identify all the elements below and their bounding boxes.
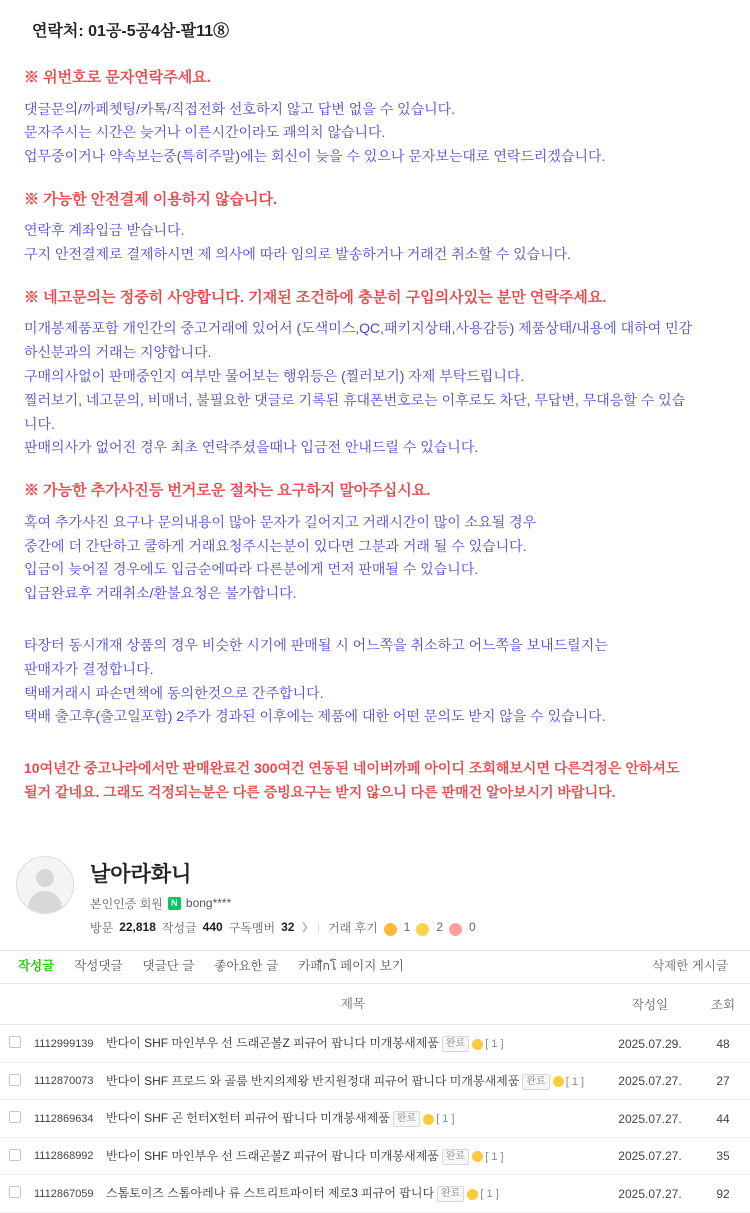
row-comment-count: [ 1 ] bbox=[565, 1075, 585, 1088]
row-views: 35 bbox=[696, 1137, 750, 1175]
notice-line: 타장터 동시개재 상품의 경우 비슷한 시기에 판매될 시 어느쪽을 취소하고 어느쪽을 보내드릴지는 bbox=[24, 636, 608, 653]
chevron-right-icon[interactable]: ❯ bbox=[300, 921, 309, 933]
notice-final-line: 될거 같네요. 그래도 걱정되는분은 다른 증빙요구는 받지 않으니 다른 판매건 알아보시기 바랍니다. bbox=[24, 783, 616, 800]
notice-heading: ※ 가능한 안전결제 이용하지 않습니다. bbox=[24, 190, 278, 208]
contact-line: 연락처: 01공-5공4삼-팔11⑧ bbox=[32, 23, 230, 40]
row-checkbox-cell[interactable] bbox=[0, 1137, 30, 1175]
posts-label: 작성글 bbox=[161, 920, 197, 935]
notice-line: 니다. bbox=[24, 415, 55, 432]
avatar[interactable] bbox=[16, 856, 74, 914]
happy-face-icon bbox=[384, 923, 397, 936]
review-label: 거래 후기 bbox=[327, 920, 378, 935]
subscribers-value: 32 bbox=[281, 920, 295, 935]
avatar-head-shape bbox=[36, 869, 54, 887]
row-checkbox[interactable] bbox=[9, 1149, 21, 1161]
row-date: 2025.07.27. bbox=[604, 1175, 696, 1213]
verify-label: 본인인증 회원 bbox=[90, 896, 163, 911]
profile-stats-row bbox=[90, 919, 726, 936]
notice-heading: ※ 네고문의는 정중히 사양합니다. 기재된 조건하에 충분히 구입의사있는 분만 연락주세요. bbox=[24, 288, 607, 306]
row-date: 2025.07.29. bbox=[604, 1025, 696, 1063]
notice-line: 혹여 추가사진 요구나 문의내용이 많아 문자가 길어지고 거래시간이 많이 소요될 경우 bbox=[24, 513, 537, 530]
review-soso-count: 2 bbox=[436, 920, 444, 935]
row-id: 1112870073 bbox=[30, 1062, 102, 1100]
avatar-body-shape bbox=[28, 891, 62, 913]
notice-line: 구매의사없이 판매중인지 여부만 물어보는 행위등은 (찔러보기) 자제 부탁드립니다. bbox=[24, 368, 525, 385]
tab-liked-posts[interactable]: 좋아요한 글 bbox=[214, 959, 279, 974]
notice-line: 구지 안전결제로 결제하시면 제 의사에 따라 임의로 발송하거나 거래건 취소할 수 있습니다. bbox=[24, 246, 572, 263]
header-views: 조회 bbox=[696, 984, 750, 1025]
notice-line: 하신분과의 거래는 지양합니다. bbox=[24, 344, 212, 361]
row-title[interactable]: 반다이 SHF 곤 헌터X헌터 피규어 팝니다 미개봉새제품 bbox=[106, 1111, 390, 1126]
notice-line: 판매의사가 없어진 경우 최초 연락주셨을때나 입금전 안내드릴 수 있습니다. bbox=[24, 439, 479, 456]
profile-verify-row bbox=[90, 895, 726, 912]
notice-line: 문자주시는 시간은 늦거나 이른시간이라도 괘의치 않습니다. bbox=[24, 124, 386, 141]
visits-label: 방문 bbox=[90, 920, 114, 935]
row-checkbox-cell[interactable] bbox=[0, 1062, 30, 1100]
row-title[interactable]: 스톰토이즈 스톰아레나 류 스트리트파이터 제로3 피규어 팝니다 bbox=[106, 1186, 435, 1201]
profile-section bbox=[0, 829, 750, 950]
notice-line: 연락후 계좌입금 받습니다. bbox=[24, 222, 185, 239]
notice-block-3 bbox=[24, 287, 726, 460]
header-id-cell bbox=[30, 984, 102, 1025]
profile-nickname: 날아라화니 bbox=[90, 862, 192, 886]
notice-final-block bbox=[24, 757, 726, 805]
comment-face-icon bbox=[472, 1151, 483, 1162]
subscribers-label: 구독멤버 bbox=[228, 920, 276, 935]
header-date: 작성일 bbox=[604, 984, 696, 1025]
table-row[interactable] bbox=[0, 1100, 750, 1138]
table-header-row bbox=[0, 984, 750, 1025]
row-views: 27 bbox=[696, 1062, 750, 1100]
row-title-cell[interactable] bbox=[102, 1100, 604, 1138]
tab-cafe-page[interactable]: 카페ักโ 페이지 보기 bbox=[298, 959, 404, 974]
row-id: 1112868992 bbox=[30, 1137, 102, 1175]
row-checkbox[interactable] bbox=[9, 1111, 21, 1123]
notice-block-1 bbox=[24, 67, 726, 169]
row-checkbox[interactable] bbox=[9, 1074, 21, 1086]
row-checkbox-cell[interactable] bbox=[0, 1025, 30, 1063]
row-checkbox[interactable] bbox=[9, 1036, 21, 1048]
row-checkbox[interactable] bbox=[9, 1186, 21, 1198]
row-views: 44 bbox=[696, 1100, 750, 1138]
row-checkbox-cell[interactable] bbox=[0, 1100, 30, 1138]
row-title-cell[interactable] bbox=[102, 1025, 604, 1063]
notice-line: 택배 출고후(출고일포함) 2주가 경과된 이후에는 제품에 대한 어떤 문의도 받지 않을 수 있습니다. bbox=[24, 708, 606, 725]
bad-face-icon bbox=[449, 923, 462, 936]
tab-written-posts[interactable]: 작성글 bbox=[18, 959, 55, 974]
table-row[interactable] bbox=[0, 1025, 750, 1063]
comment-face-icon bbox=[423, 1114, 434, 1125]
notice-block-2 bbox=[24, 189, 726, 267]
table-row[interactable] bbox=[0, 1175, 750, 1213]
notice-final-line: 10여년간 중고나라에서만 판매완료건 300여건 연동된 네이버까페 아이디 조회해보시면 다른걱정은 안하셔도 bbox=[24, 760, 680, 777]
row-date: 2025.07.27. bbox=[604, 1100, 696, 1138]
row-title[interactable]: 반다이 SHF 마인부우 선 드래곤볼Z 피규어 팝니다 미개봉새제품 bbox=[106, 1148, 439, 1163]
row-title[interactable]: 반다이 SHF 프로드 와 골룸 반지의제왕 반지원정대 피규어 팝니다 미개봉새제품 bbox=[106, 1073, 520, 1088]
header-checkbox-cell bbox=[0, 984, 30, 1025]
posts-value: 440 bbox=[202, 920, 223, 935]
review-good-count: 1 bbox=[403, 920, 411, 935]
status-badge: 완료 bbox=[393, 1111, 420, 1127]
notice-heading: ※ 위번호로 문자연락주세요. bbox=[24, 69, 211, 86]
notice-line: 판매자가 결정합니다. bbox=[24, 660, 154, 677]
naver-id: bong**** bbox=[185, 896, 232, 911]
header-title: 제목 bbox=[102, 984, 604, 1025]
tab-commented-posts[interactable]: 댓글단 글 bbox=[142, 959, 195, 974]
tab-written-comments[interactable]: 작성댓글 bbox=[74, 959, 123, 974]
notice-line: 중간에 더 간단하고 쿨하게 거래요청주시는분이 있다면 그분과 거래 될 수 있습니다. bbox=[24, 537, 527, 554]
status-badge: 완료 bbox=[442, 1149, 469, 1165]
status-badge: 완료 bbox=[522, 1074, 549, 1090]
naver-badge-icon: N bbox=[168, 897, 181, 910]
row-views: 48 bbox=[696, 1025, 750, 1063]
table-row[interactable] bbox=[0, 1062, 750, 1100]
notice-heading: ※ 가능한 추가사진등 번거로운 절차는 요구하지 말아주십시요. bbox=[24, 482, 431, 500]
notice-line: 미개봉제품포함 개인간의 중고거래에 있어서 (도색미스,QC,패키지상태,사용감등) 제품상태/내용에 대하여 민감 bbox=[24, 320, 693, 337]
row-title-cell[interactable] bbox=[102, 1062, 604, 1100]
row-title-cell[interactable] bbox=[102, 1175, 604, 1213]
comment-face-icon bbox=[472, 1039, 483, 1050]
notice-block-4 bbox=[24, 480, 726, 606]
row-title-cell[interactable] bbox=[102, 1137, 604, 1175]
visits-value: 22,818 bbox=[119, 920, 156, 935]
notice-line: 택배거래시 파손면책에 동의한것으로 간주합니다. bbox=[24, 684, 324, 701]
row-comment-count: [ 1 ] bbox=[436, 1113, 455, 1126]
notice-line: 찔러보기, 네고문의, 비매너, 불필요한 댓글로 기록된 휴대폰번호로는 이후로도 차단, 무답변, 무대응할 수 있습 bbox=[24, 391, 686, 408]
row-date: 2025.07.27. bbox=[604, 1137, 696, 1175]
tab-bar bbox=[0, 950, 750, 984]
row-title[interactable]: 반다이 SHF 마인부우 선 드래곤볼Z 피규어 팝니다 미개봉새제품 bbox=[106, 1036, 439, 1051]
row-id: 1112867059 bbox=[30, 1175, 102, 1213]
notice-block-5 bbox=[24, 634, 726, 729]
notice-line: 업무중이거나 약속보는중(특히주말)에는 회신이 늦을 수 있으나 문자보는대로 연락드리겠습니다. bbox=[24, 148, 606, 165]
comment-face-icon bbox=[467, 1189, 478, 1200]
review-bad-count: 0 bbox=[469, 920, 476, 935]
row-checkbox-cell[interactable] bbox=[0, 1175, 30, 1213]
row-id: 1112869634 bbox=[30, 1100, 102, 1138]
posts-table bbox=[0, 984, 750, 1213]
notice-line: 입금이 늦어질 경우에도 입금순에따라 다른분에게 먼저 판매될 수 있습니다. bbox=[24, 561, 479, 578]
profile-info bbox=[90, 856, 726, 936]
notice-line: 댓글문의/까페쳇팅/카톡/직접전화 선호하지 않고 답변 없을 수 있습니다. bbox=[24, 100, 456, 117]
notice-line: 입금완료후 거래취소/환불요청은 불가합니다. bbox=[24, 585, 297, 602]
status-badge: 완료 bbox=[437, 1186, 464, 1202]
status-badge: 완료 bbox=[442, 1036, 469, 1052]
row-comment-count: [ 1 ] bbox=[480, 1188, 499, 1201]
table-row[interactable] bbox=[0, 1137, 750, 1175]
divider: | bbox=[316, 920, 320, 935]
row-comment-count: [ 1 ] bbox=[485, 1038, 504, 1051]
row-id: 1112999139 bbox=[30, 1025, 102, 1063]
row-views: 92 bbox=[696, 1175, 750, 1213]
row-date: 2025.07.27. bbox=[604, 1062, 696, 1100]
comment-face-icon bbox=[553, 1076, 564, 1087]
row-comment-count: [ 1 ] bbox=[485, 1150, 504, 1163]
soso-face-icon bbox=[416, 923, 429, 936]
tab-deleted-posts[interactable]: 삭제한 게시글 bbox=[652, 959, 728, 974]
